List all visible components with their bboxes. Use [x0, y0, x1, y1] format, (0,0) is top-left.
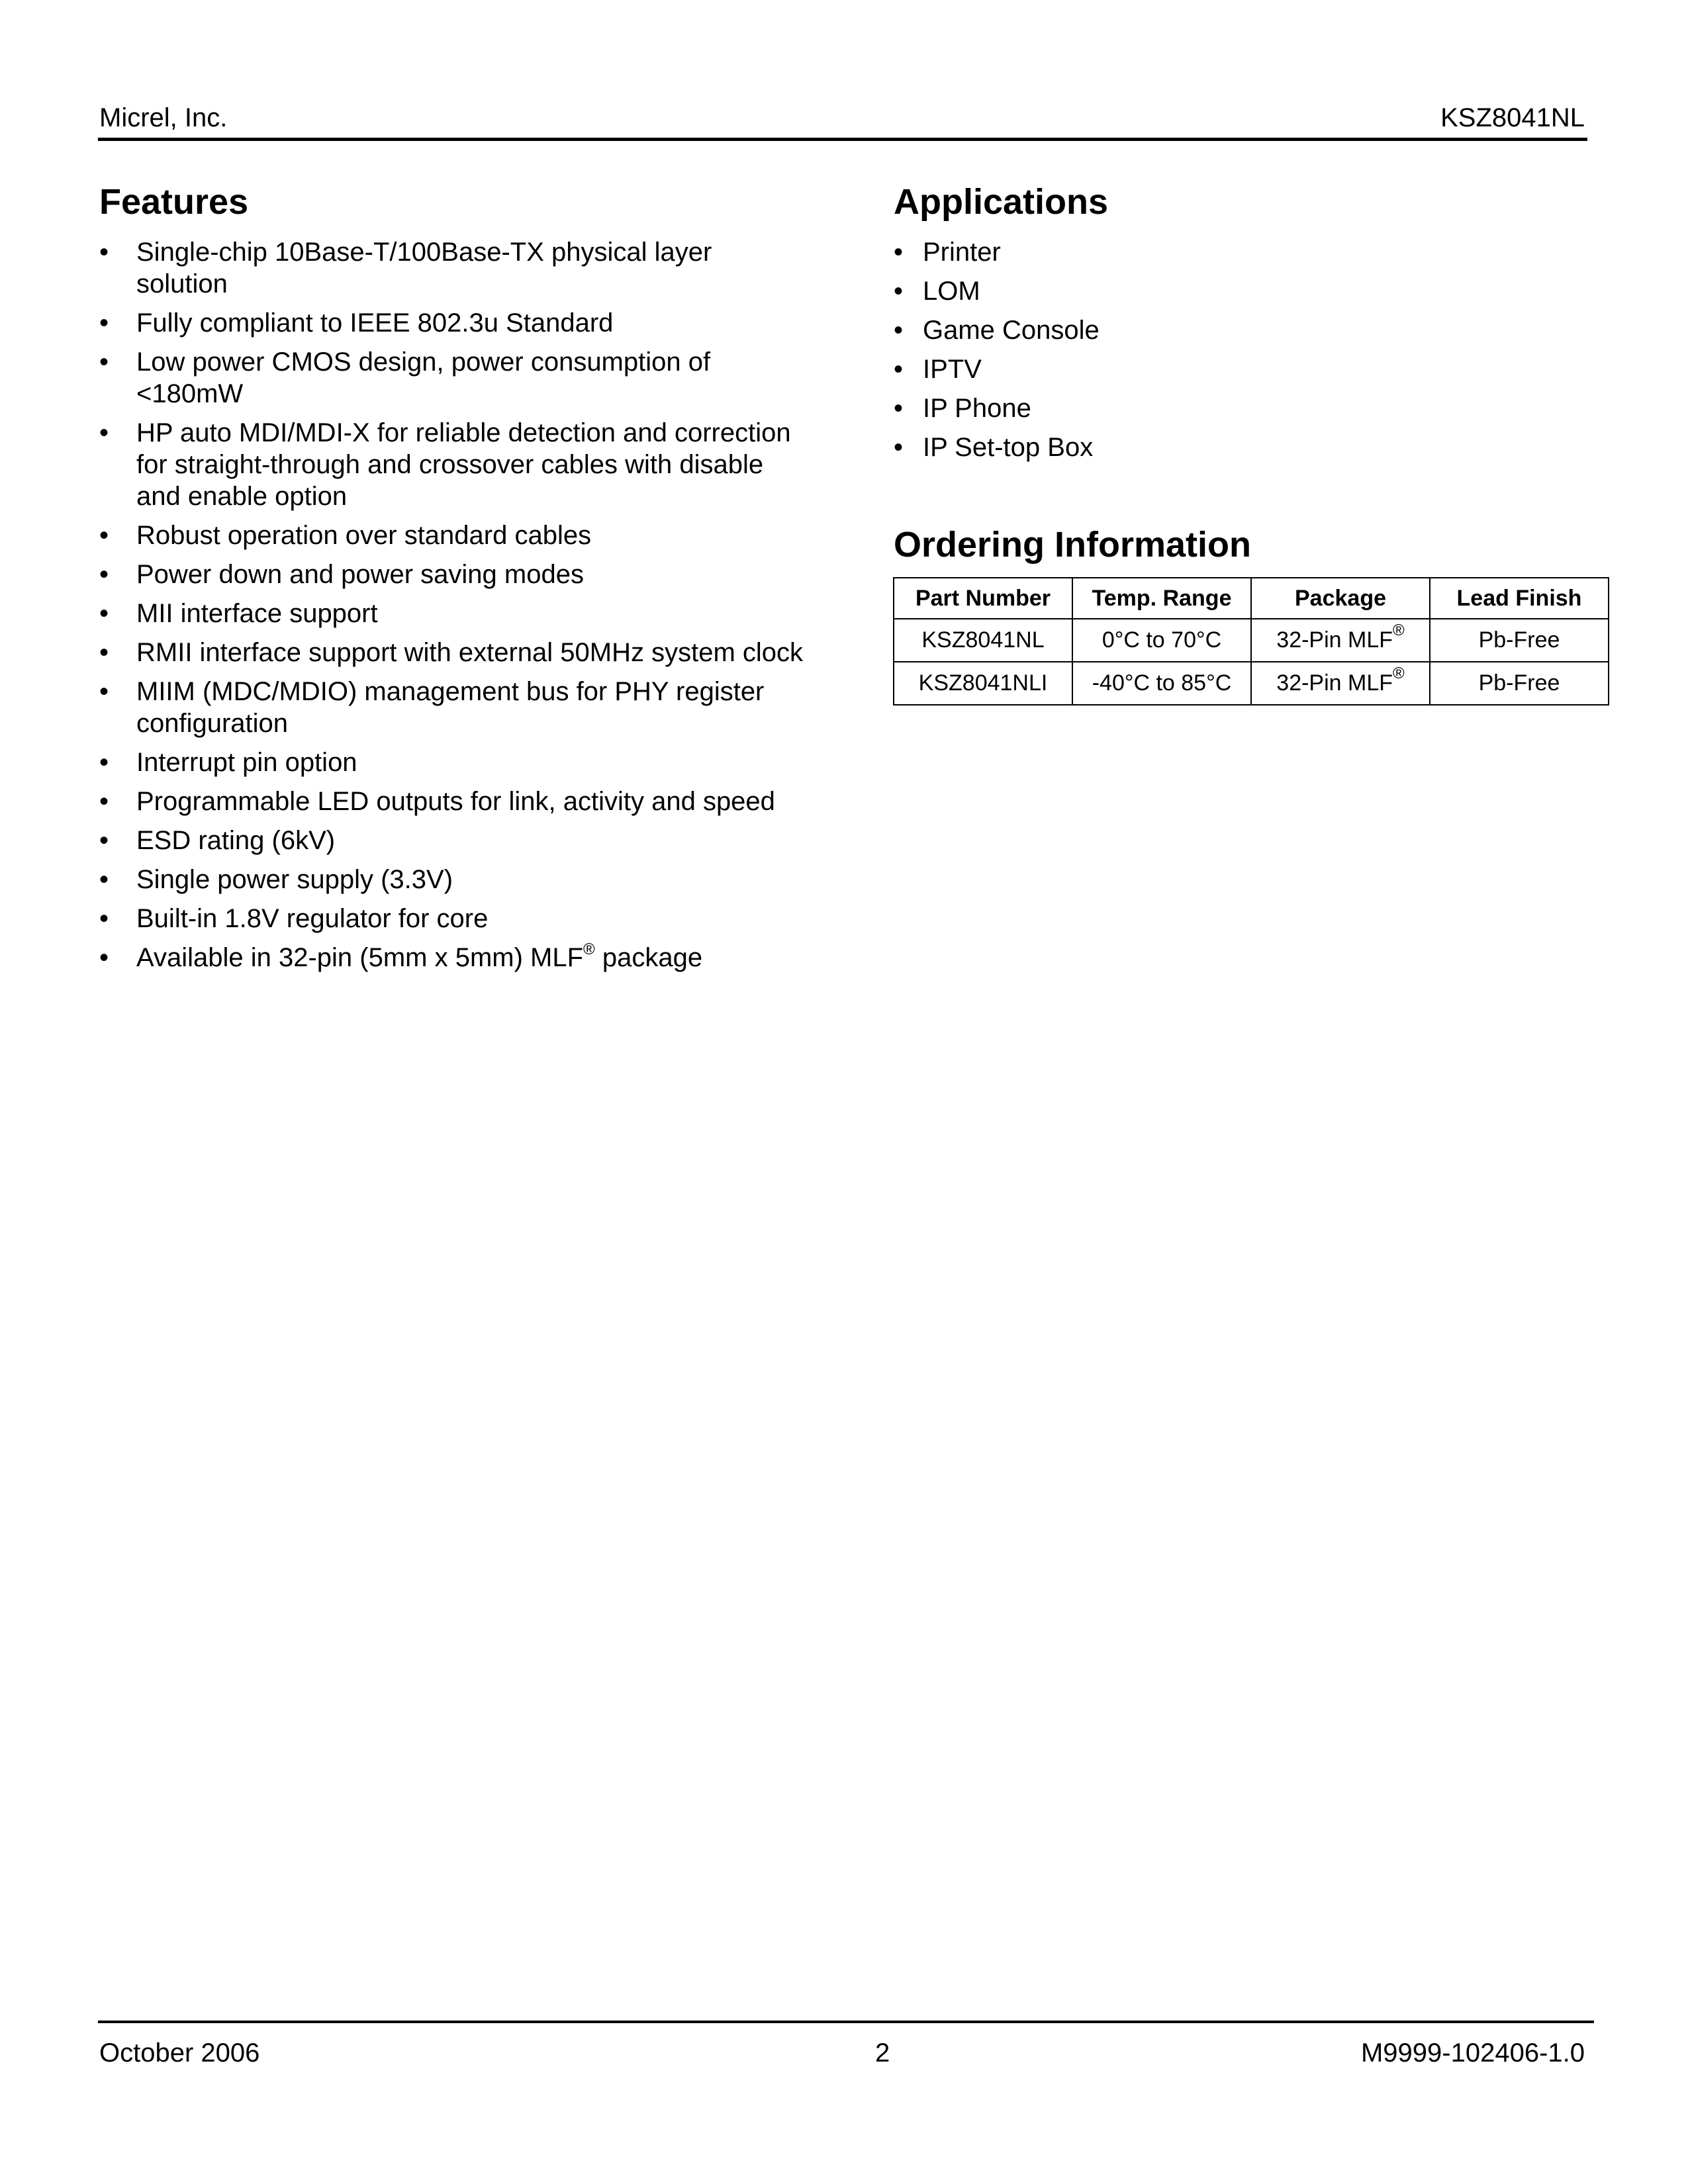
- features-list: [99, 236, 808, 981]
- applications-heading: Applications: [894, 182, 1109, 222]
- features-heading: Features: [99, 182, 249, 222]
- bullet-icon: •: [99, 826, 109, 855]
- application-item: [894, 236, 1489, 268]
- feature-text: ESD rating (6kV): [136, 826, 336, 855]
- bullet-icon: •: [99, 943, 109, 972]
- footer-doc-number: M9999-102406-1.0: [1360, 2038, 1585, 2068]
- footer-date: October 2006: [99, 2038, 260, 2068]
- feature-text-suffix: package: [594, 943, 703, 972]
- header-part-number: KSZ8041NL: [1440, 103, 1585, 132]
- feature-item: [99, 942, 808, 974]
- application-text: IP Phone: [923, 394, 1031, 423]
- feature-item: [99, 598, 808, 629]
- application-text: LOM: [923, 277, 980, 306]
- application-item: [894, 353, 1489, 385]
- bullet-icon: •: [99, 560, 109, 589]
- feature-text: Interrupt pin option: [136, 748, 357, 777]
- ordering-table: [893, 577, 1609, 705]
- bullet-icon: •: [99, 418, 109, 447]
- footer-page-number: 2: [875, 2038, 890, 2068]
- feature-text: Single-chip 10Base-T/100Base-TX physical layer solution: [136, 238, 712, 298]
- package-text: 32-Pin MLF: [1276, 627, 1393, 653]
- feature-text: Power down and power saving modes: [136, 560, 584, 589]
- application-item: [894, 392, 1489, 424]
- bullet-icon: •: [99, 865, 109, 894]
- bullet-icon: •: [99, 238, 109, 267]
- feature-item: [99, 559, 808, 590]
- feature-text: HP auto MDI/MDI-X for reliable detection and correction for straight-through and crossover cables with disable and enable option: [136, 418, 791, 511]
- cell-package: [1251, 662, 1430, 705]
- bullet-icon: •: [99, 748, 109, 777]
- feature-item: [99, 346, 808, 410]
- feature-text: Low power CMOS design, power consumption of <180mW: [136, 347, 711, 408]
- bullet-icon: •: [99, 787, 109, 816]
- bullet-icon: •: [99, 308, 109, 338]
- application-item: [894, 275, 1489, 307]
- column-header-temp-range: Temp. Range: [1072, 578, 1251, 619]
- feature-item: [99, 236, 808, 300]
- registered-mark: ®: [1393, 621, 1405, 639]
- bullet-icon: •: [99, 521, 109, 550]
- application-text: IP Set-top Box: [923, 433, 1094, 462]
- application-text: Game Console: [923, 316, 1100, 345]
- bullet-icon: •: [894, 238, 904, 267]
- bullet-icon: •: [99, 677, 109, 706]
- bullet-icon: •: [894, 433, 904, 462]
- cell-lead-finish: Pb-Free: [1430, 619, 1609, 662]
- feature-item: [99, 747, 808, 778]
- feature-item: [99, 417, 808, 512]
- feature-text: RMII interface support with external 50MHz system clock: [136, 638, 804, 667]
- application-text: Printer: [923, 238, 1001, 267]
- feature-text: Single power supply (3.3V): [136, 865, 453, 894]
- bullet-icon: •: [894, 394, 904, 423]
- bullet-icon: •: [894, 277, 904, 306]
- application-item: [894, 432, 1489, 463]
- cell-temp-range: 0°C to 70°C: [1072, 619, 1251, 662]
- feature-text: Available in 32-pin (5mm x 5mm) MLF: [136, 943, 584, 972]
- bullet-icon: •: [894, 355, 904, 384]
- feature-item: [99, 637, 808, 668]
- column-header-package: Package: [1251, 578, 1430, 619]
- table-header-row: [894, 578, 1609, 619]
- feature-text: MIIM (MDC/MDIO) management bus for PHY register configuration: [136, 677, 765, 738]
- table-row: [894, 619, 1609, 662]
- feature-item: [99, 676, 808, 739]
- applications-list: [894, 236, 1489, 471]
- bullet-icon: •: [99, 347, 109, 377]
- package-text: 32-Pin MLF: [1276, 670, 1393, 696]
- cell-part-number: KSZ8041NLI: [894, 662, 1072, 705]
- cell-temp-range: -40°C to 85°C: [1072, 662, 1251, 705]
- cell-package: [1251, 619, 1430, 662]
- feature-text: Built-in 1.8V regulator for core: [136, 904, 489, 933]
- cell-part-number: KSZ8041NL: [894, 619, 1072, 662]
- application-text: IPTV: [923, 355, 982, 384]
- feature-text: Fully compliant to IEEE 802.3u Standard: [136, 308, 614, 338]
- bullet-icon: •: [99, 638, 109, 667]
- column-header-part-number: Part Number: [894, 578, 1072, 619]
- header-company: Micrel, Inc.: [99, 103, 228, 132]
- feature-text: MII interface support: [136, 599, 378, 628]
- ordering-heading: Ordering Information: [894, 525, 1251, 565]
- application-item: [894, 314, 1489, 346]
- bullet-icon: •: [99, 599, 109, 628]
- table-row: [894, 662, 1609, 705]
- feature-item: [99, 825, 808, 856]
- cell-lead-finish: Pb-Free: [1430, 662, 1609, 705]
- header-rule: [98, 138, 1587, 141]
- bullet-icon: •: [99, 904, 109, 933]
- registered-mark: ®: [1393, 664, 1405, 682]
- feature-text: Programmable LED outputs for link, activity and speed: [136, 787, 775, 816]
- feature-item: [99, 786, 808, 817]
- feature-item: [99, 864, 808, 895]
- registered-mark: ®: [583, 940, 595, 958]
- footer-rule: [98, 2021, 1594, 2023]
- feature-text: Robust operation over standard cables: [136, 521, 592, 550]
- column-header-lead-finish: Lead Finish: [1430, 578, 1609, 619]
- bullet-icon: •: [894, 316, 904, 345]
- feature-item: [99, 307, 808, 339]
- feature-item: [99, 903, 808, 934]
- feature-item: [99, 520, 808, 551]
